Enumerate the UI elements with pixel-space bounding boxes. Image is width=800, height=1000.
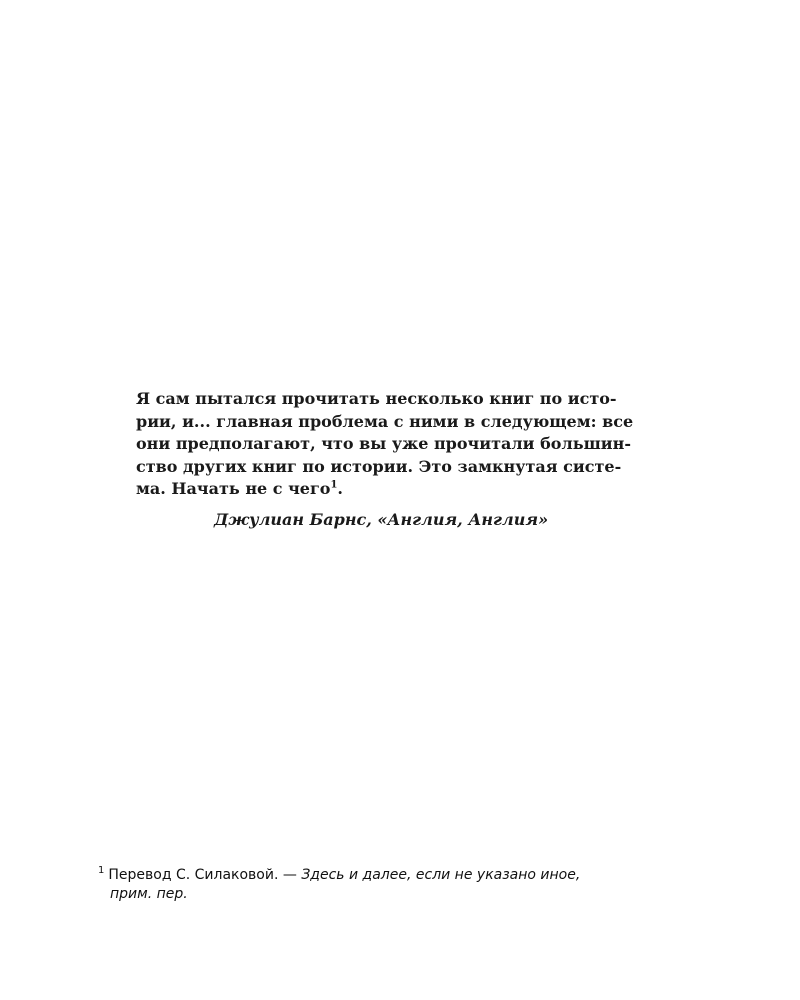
epigraph-line: они предполагают, что вы уже прочитали большин- xyxy=(136,434,632,453)
footnote-note: Здесь и далее, если не указано иное, xyxy=(301,867,581,883)
footnote-reference[interactable]: 1 xyxy=(330,479,338,491)
footnote xyxy=(98,866,678,904)
epigraph-line: Я сам пытался прочитать несколько книг по исто- xyxy=(136,389,617,408)
epigraph-last-line xyxy=(136,478,608,501)
footnote-marker: 1 xyxy=(98,865,105,877)
epigraph-attribution: Джулиан Барнс, «Англия, Англия» xyxy=(214,509,549,529)
epigraph-line-text: ма. Начать не с чего xyxy=(136,479,331,498)
epigraph-period: . xyxy=(337,479,343,498)
epigraph-line: рии, и... главная проблема с ними в следующем: все xyxy=(136,411,634,431)
epigraph-text xyxy=(136,388,634,501)
epigraph-line: ство других книг по истории. Это замкнутая систе- xyxy=(136,456,622,476)
footnote-text: Перевод С. Силаковой. — xyxy=(108,867,302,883)
footnote-note-continued: прим. пер. xyxy=(110,886,188,902)
epigraph xyxy=(136,388,634,531)
